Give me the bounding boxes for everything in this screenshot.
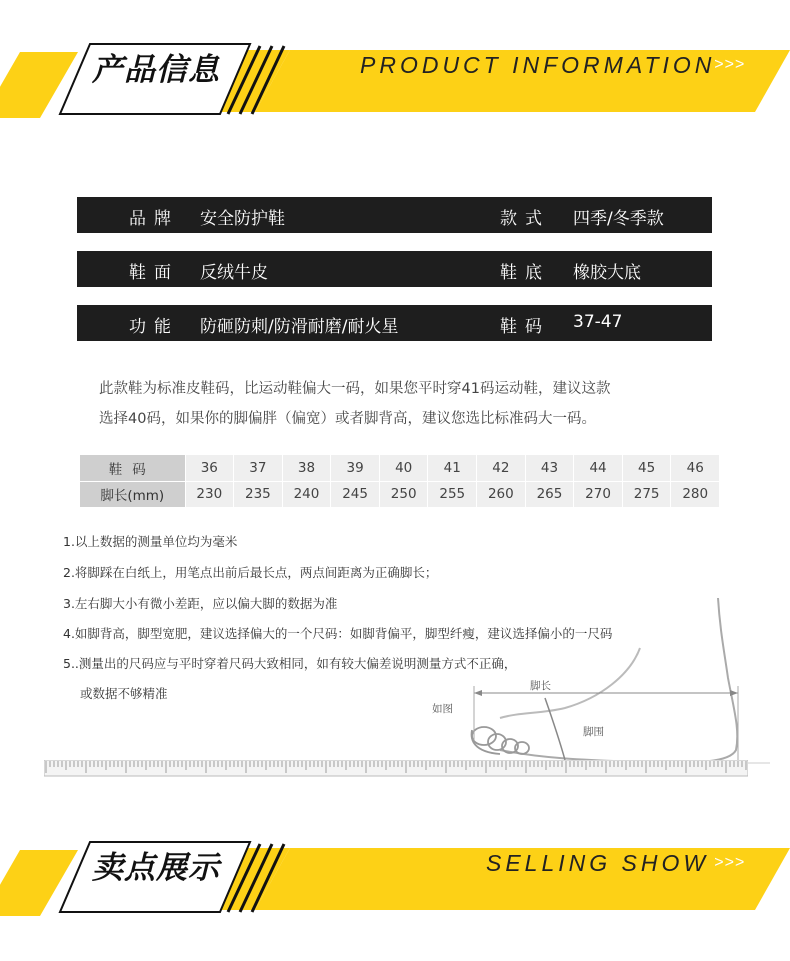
table-cell: 250 [379, 481, 428, 507]
size-chart-table [80, 455, 720, 508]
table-cell: 44 [574, 455, 623, 481]
note-item: 4.如脚背高，脚型宽肥，建议选择偏大的一个尺码：如脚背偏平，脚型纤瘦，建议选择偏小的一尺码 [63, 626, 613, 641]
table-cell: 240 [282, 481, 331, 507]
table-cell: 39 [331, 455, 380, 481]
banner-title: 卖点展示 [92, 850, 220, 886]
spec-value: 防砸防刺/防滑耐磨/耐火星 [200, 317, 399, 337]
table-cell: 230 [185, 481, 234, 507]
table-cell: 45 [622, 455, 671, 481]
recommend-line: 此款鞋为标准皮鞋码，比运动鞋偏大一码，如果您平时穿41码运动鞋，建议这款 [99, 381, 611, 397]
spec-key: 功能 [129, 317, 179, 337]
table-cell: 255 [428, 481, 477, 507]
table-row-foot-length [80, 481, 720, 507]
note-item: 3.左右脚大小有微小差距，应以偏大脚的数据为准 [63, 596, 338, 611]
spec-key: 鞋底 [500, 263, 550, 283]
table-cell: 36 [185, 455, 234, 481]
note-item: 1.以上数据的测量单位均为毫米 [63, 534, 238, 549]
spec-value: 37-47 [573, 312, 623, 332]
note-item: 2.将脚踩在白纸上，用笔点出前后最长点，两点间距离为正确脚长； [63, 565, 438, 580]
spec-value: 四季/冬季款 [573, 209, 664, 229]
banner-title: 产品信息 [92, 52, 220, 88]
foot-circumference-label: 脚围 [583, 726, 604, 738]
table-cell: 245 [331, 481, 380, 507]
spec-value: 安全防护鞋 [200, 209, 285, 229]
table-cell: 280 [671, 481, 720, 507]
table-cell: 46 [671, 455, 720, 481]
spec-value: 橡胶大底 [573, 263, 641, 283]
table-cell: 41 [428, 455, 477, 481]
foot-measurement-diagram [0, 590, 790, 770]
table-cell: 42 [477, 455, 526, 481]
size-recommendation [99, 374, 719, 434]
banner-subtitle: PRODUCT INFORMATION [360, 52, 716, 78]
table-cell: 270 [574, 481, 623, 507]
selling-show-banner [0, 828, 790, 918]
table-cell: 265 [525, 481, 574, 507]
table-cell: 275 [622, 481, 671, 507]
spec-key: 鞋码 [500, 317, 550, 337]
note-item: 或数据不够精准 [80, 686, 168, 701]
table-row-label: 脚长(mm) [80, 481, 185, 507]
spec-row-upper [77, 251, 712, 287]
product-info-banner [0, 30, 790, 120]
table-row-label: 鞋码 [80, 455, 185, 481]
recommend-line: 选择40码，如果你的脚偏胖（偏宽）或者脚背高，建议您选比标准码大一码。 [99, 411, 596, 427]
table-cell: 38 [282, 455, 331, 481]
table-cell: 235 [234, 481, 283, 507]
table-cell: 40 [379, 455, 428, 481]
table-cell: 37 [234, 455, 283, 481]
note-item: 5..测量出的尺码应与平时穿着尺码大致相同，如有较大偏差说明测量方式不正确， [63, 656, 517, 671]
spec-key: 款式 [500, 209, 550, 229]
banner-arrows: >>> [714, 854, 746, 871]
banner-arrows: >>> [714, 56, 746, 73]
ruler-scale [44, 760, 748, 780]
table-cell: 43 [525, 455, 574, 481]
foot-length-label: 脚长 [530, 680, 551, 692]
spec-row-function [77, 305, 712, 341]
banner-subtitle: SELLING SHOW [486, 850, 710, 876]
spec-key: 品牌 [129, 209, 179, 229]
spec-value: 反绒牛皮 [200, 263, 268, 283]
table-row-shoe-size [80, 455, 720, 481]
table-cell: 260 [477, 481, 526, 507]
spec-row-brand [77, 197, 712, 233]
spec-key: 鞋面 [129, 263, 179, 283]
demo-label: 如图 [432, 703, 453, 715]
